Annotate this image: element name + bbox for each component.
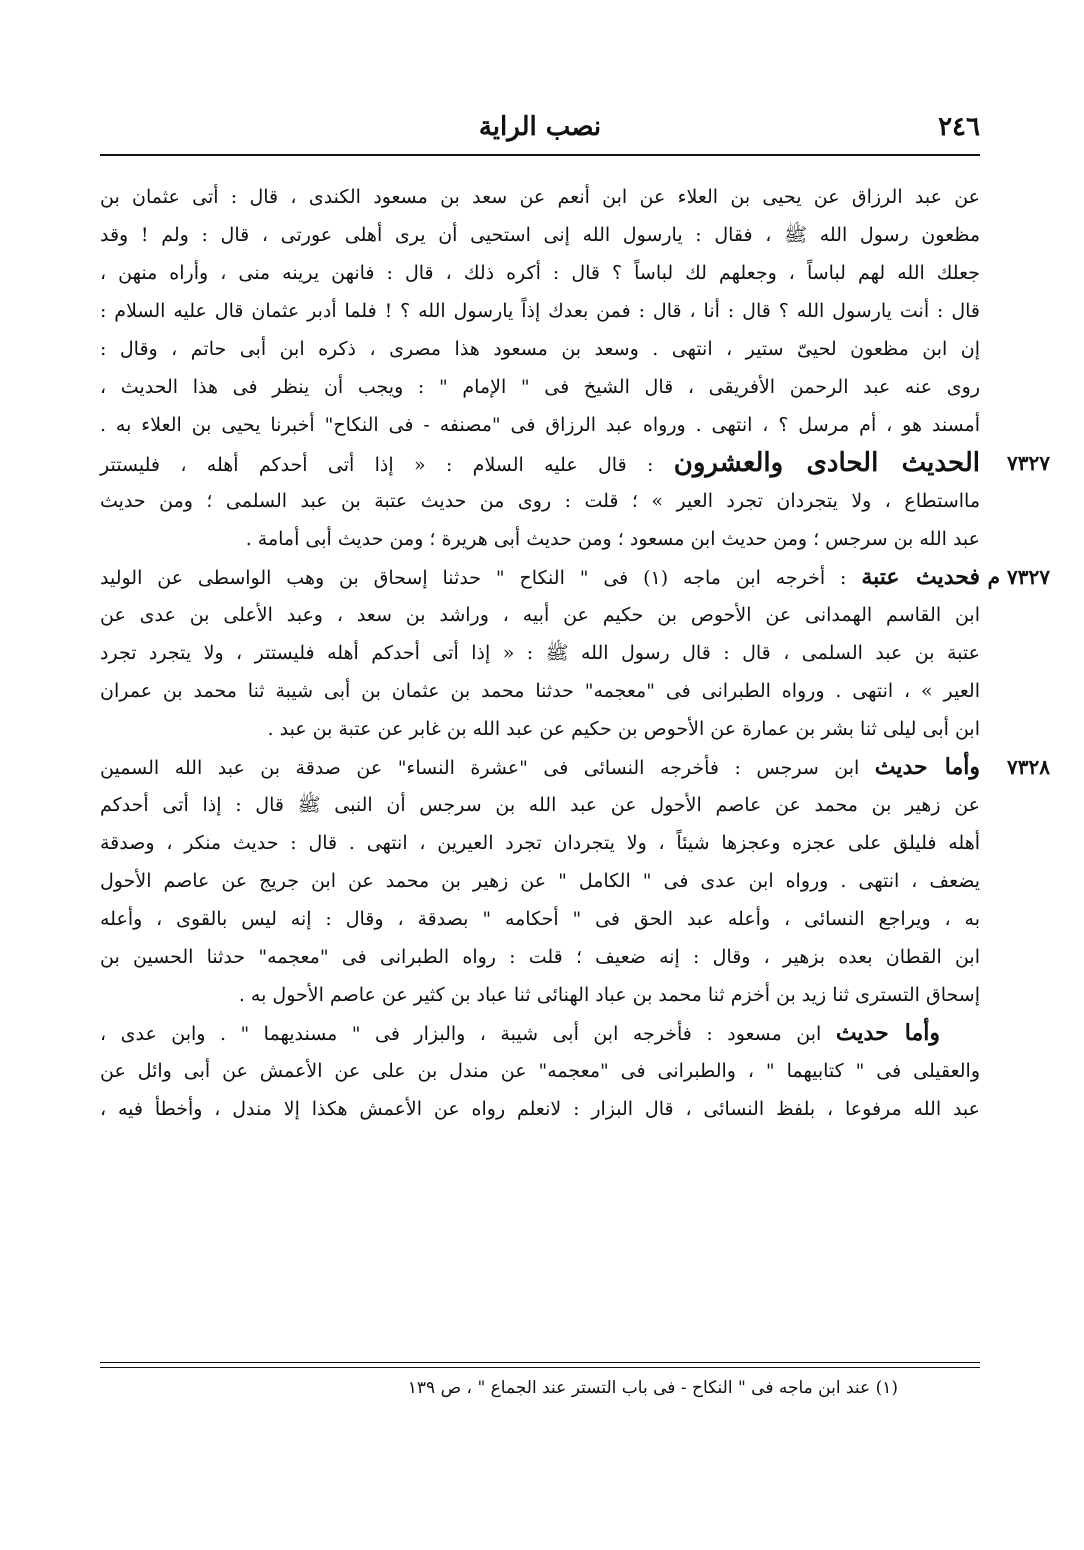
line-text: عن عبد الرزاق عن يحيى بن العلاء عن ابن أنعم عن سعد بن مسعود الكندى ، قال : أتى عثمان بن bbox=[100, 186, 980, 208]
page-number: ٢٤٦ bbox=[938, 112, 980, 142]
text-line bbox=[100, 938, 980, 976]
text-line bbox=[100, 786, 980, 824]
line-text: أمسند هو ، أم مرسل ؟ ، انتهى . ورواه عبد الرزاق فى "مصنفه - فى النكاح" أخبرنا يحيى بن العلاء به . bbox=[100, 414, 980, 436]
text-line bbox=[100, 216, 980, 254]
lead-phrase: وأما حديث bbox=[874, 754, 980, 780]
line-text: ابن سرجس : فأخرجه النسائى فى "عشرة النساء" عن صدقة بن عبد الله السمين bbox=[100, 757, 860, 779]
line-text: ابن مسعود : فأخرجه ابن أبى شيبة ، والبزار فى " مسنديهما " . وابن عدى ، bbox=[100, 1023, 822, 1045]
text-line bbox=[100, 824, 980, 862]
footnote-rule bbox=[100, 1362, 980, 1363]
line-text: به ، ويراجع النسائى ، وأعله عبد الحق فى " أحكامه " بصدقة ، وقال : إنه ليس بالقوى ، وأعله bbox=[100, 908, 980, 930]
text-line bbox=[100, 330, 980, 368]
text-line bbox=[100, 178, 980, 216]
text-line bbox=[100, 710, 980, 748]
text-line bbox=[100, 596, 980, 634]
text-line bbox=[100, 1014, 980, 1052]
line-text: العير » ، انتهى . ورواه الطبرانى فى "معجمه" حدثنا محمد بن عثمان بن أبى شيبة ثنا محمد بن عمران bbox=[100, 680, 980, 702]
line-text: عبد الله مرفوعا ، بلفظ النسائى ، قال البزار : لانعلم رواه عن الأعمش هكذا إلا مندل ، وأخطأ فيه ، bbox=[100, 1098, 980, 1120]
lead-phrase: فحديث عتبة bbox=[861, 564, 980, 590]
line-text: ابن القاسم الهمدانى عن الأحوص بن حكيم عن أبيه ، وراشد بن سعد ، وعبد الأعلى بن عدى عن bbox=[100, 604, 980, 626]
footnote-rule-double bbox=[100, 1367, 980, 1368]
text-line bbox=[100, 520, 980, 558]
line-text: : أخرجه ابن ماجه (١) فى " النكاح " حدثنا إسحاق بن وهب الواسطى عن الوليد bbox=[100, 567, 847, 589]
numbered-text-line bbox=[100, 558, 1050, 596]
hadith-number: ٧٣٢٧ bbox=[1007, 451, 1050, 475]
line-text: عن زهير بن محمد عن عاصم الأحول عن عبد الله بن سرجس أن النبى ﷺ قال : إذا أتى أحدكم bbox=[100, 794, 980, 816]
text-line bbox=[100, 368, 980, 406]
line-text: إسحاق التسترى ثنا زيد بن أخزم ثنا محمد بن عباد الهنائى ثنا عباد بن كثير عن عاصم الأحول به . bbox=[238, 984, 980, 1006]
footnote: (١) عند ابن ماجه فى " النكاح - فى باب التستر عند الجماع " ، ص ١٣٩ bbox=[407, 1378, 898, 1398]
text-line bbox=[100, 862, 980, 900]
text-line bbox=[100, 482, 980, 520]
line-text: قال : أنت يارسول الله ؟ قال : أنا ، قال : فمن بعدك إذاً يارسول الله ؟ ! فلما أدبر عثمان قال عليه السلام : bbox=[100, 300, 980, 322]
line-text: والعقيلى فى " كتابيهما " ، والطبرانى فى "معجمه" عن مندل بن على عن الأعمش عن أبى وائل عن bbox=[100, 1060, 980, 1082]
line-text: عتبة بن عبد السلمى ، قال : قال رسول الله ﷺ : « إذا أتى أحدكم أهله فليستتر ، ولا يتجرد تجرد bbox=[100, 642, 980, 664]
line-text: : قال عليه السلام : « إذا أتى أحدكم أهله ، فليستتر bbox=[100, 454, 654, 476]
text-line bbox=[100, 672, 980, 710]
hadith-heading: الحديث الحادى والعشرون bbox=[673, 448, 980, 478]
line-text: جعلك الله لهم لباساً ، وجعلهم لك لباساً ؟ قال : أكره ذلك ، قال : فانهن يرينه منى ، وأراه منهن ، bbox=[100, 262, 980, 284]
line-text: يضعف ، انتهى . ورواه ابن عدى فى " الكامل " عن زهير بن محمد عن ابن جريج عن عاصم الأحول bbox=[100, 870, 980, 892]
text-line bbox=[100, 900, 980, 938]
page-header bbox=[100, 108, 980, 152]
line-text: إن ابن مظعون لحيىّ ستير ، انتهى . وسعد بن مسعود هذا مصرى ، ذكره ابن أبى حاتم ، وقال : bbox=[100, 338, 980, 360]
text-line bbox=[100, 406, 980, 444]
line-text: ابن القطان بعده بزهير ، وقال : إنه ضعيف ؛ قلت : رواه الطبرانى فى "معجمه" حدثنا الحسين بن bbox=[100, 946, 980, 968]
header-rule bbox=[100, 154, 980, 156]
text-line bbox=[100, 1052, 980, 1090]
line-text: مظعون رسول الله ﷺ ، فقال : يارسول الله إنى استحيى أن يرى أهلى عورتى ، قال : ولم ! وقد bbox=[100, 224, 980, 246]
line-text: عبد الله بن سرجس ؛ ومن حديث ابن مسعود ؛ ومن حديث أبى هريرة ؛ ومن حديث أبى أمامة . bbox=[245, 528, 980, 550]
text-body bbox=[100, 178, 1050, 1128]
line-text: ابن أبى ليلى ثنا بشر بن عمارة عن الأحوص بن حكيم عن عبد الله بن غابر عن عتبة بن عبد . bbox=[267, 718, 980, 740]
hadith-number: ٧٣٢٧ م bbox=[987, 565, 1050, 589]
lead-phrase: وأما حديث bbox=[835, 1020, 941, 1046]
line-text: أهله فليلق على عجزه وعجزها شيئاً ، ولا يتجردان تجرد العيرين ، انتهى . قال : حديث منكر ، وصدقة bbox=[100, 832, 980, 854]
hadith-number: ٧٣٢٨ bbox=[1007, 755, 1050, 779]
text-line bbox=[100, 634, 980, 672]
text-line bbox=[100, 976, 980, 1014]
running-title: نصب الراية bbox=[478, 112, 602, 142]
text-line bbox=[100, 292, 980, 330]
line-text: مااستطاع ، ولا يتجردان تجرد العير » ؛ قلت : روى من حديث عتبة بن عبد السلمى ؛ ومن حديث bbox=[100, 490, 980, 512]
line-text: روى عنه عبد الرحمن الأفريقى ، قال الشيخ فى " الإمام " : ويجب أن ينظر فى هذا الحديث ، bbox=[100, 376, 980, 398]
numbered-text-line bbox=[100, 748, 1050, 786]
numbered-text-line bbox=[100, 444, 1050, 482]
text-line bbox=[100, 254, 980, 292]
text-line bbox=[100, 1090, 980, 1128]
